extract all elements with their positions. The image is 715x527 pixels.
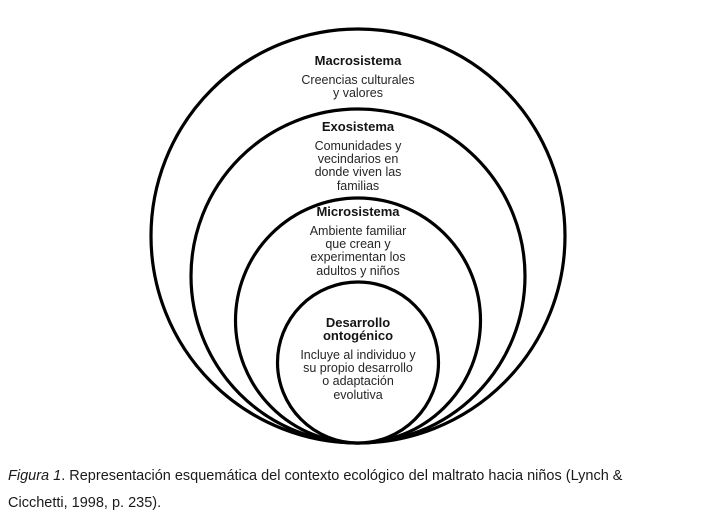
figure-caption-text: . Representación esquemática del contexto ecológico del maltrato hacia niños (Lynch & bbox=[61, 468, 623, 484]
desarrollo-ontogenico-body: Incluye al individuo y su propio desarrollo o adaptación evolutiva bbox=[300, 348, 416, 402]
desarrollo-ontogenico-label bbox=[300, 316, 415, 402]
exosistema-title: Exosistema bbox=[321, 119, 395, 134]
figure-caption-line1 bbox=[8, 463, 710, 490]
microsistema-body: Ambiente familiar que crean y experimentan los adultos y niños bbox=[309, 224, 407, 278]
figure-caption bbox=[8, 463, 710, 517]
microsistema-title: Microsistema bbox=[316, 204, 400, 219]
exosistema-label bbox=[315, 120, 402, 193]
exosistema-body: Comunidades y vecindarios en donde viven las familias bbox=[314, 139, 402, 193]
figure-caption-line2: Cicchetti, 1998, p. 235). bbox=[8, 495, 162, 511]
macrosistema-body: Creencias culturales y valores bbox=[301, 73, 415, 101]
desarrollo-ontogenico-title: Desarrollo ontogénico bbox=[322, 315, 394, 343]
macrosistema-label bbox=[301, 54, 414, 100]
macrosistema-title: Macrosistema bbox=[314, 53, 402, 68]
figure-number-label: Figura 1 bbox=[8, 468, 62, 484]
microsistema-label bbox=[310, 205, 407, 278]
